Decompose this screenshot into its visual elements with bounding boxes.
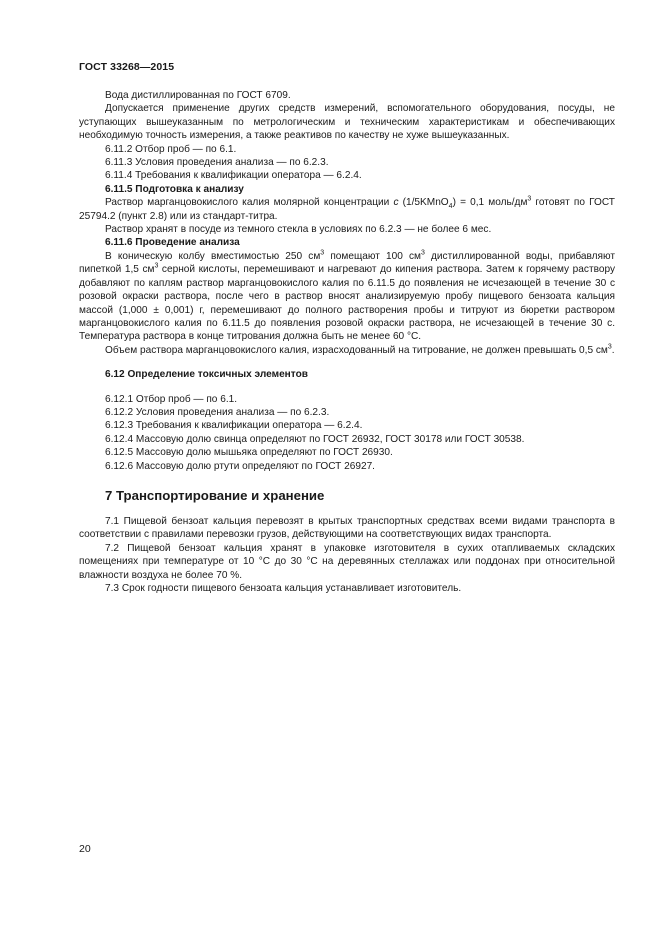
document-body [79, 89, 615, 595]
allowed-paragraph: Допускается применение других средств измерений, вспомогательного оборудования, посуды, не уступающих вышеуказанным по метрологическим и техническим характеристикам и обеспечивающих необходимую точность измерения, а также реактивов по качеству не хуже вышеуказанных. [79, 103, 615, 142]
section-7-heading: 7 Транспортирование и хранение [105, 487, 325, 503]
clause-6-12-6: 6.12.6 Массовую долю ртути определяют по ГОСТ 26927. [105, 460, 375, 472]
clause-6-12-2: 6.12.2 Условия проведения анализа — по 6.2.3. [105, 406, 330, 418]
clause-6-12-1: 6.12.1 Отбор проб — по 6.1. [105, 393, 238, 405]
heading-6-11-6: 6.11.6 Проведение анализа [105, 237, 240, 249]
clause-6-12-4: 6.12.4 Массовую долю свинца определяют по ГОСТ 26932, ГОСТ 30178 или ГОСТ 30538. [105, 433, 525, 445]
clause-6-12-3: 6.12.3 Требования к квалификации оператора — 6.2.4. [105, 420, 363, 432]
volume-paragraph: Объем раствора марганцовокислого калия, израсходованный на титрование, не должен превышать 0,5 $см^3$. [105, 343, 615, 356]
water-paragraph: Вода дистиллированная по ГОСТ 6709. [105, 90, 291, 101]
clause-7-1: 7.1 Пищевой бензоат кальция перевозят в крытых транспортных средствах всеми видами транспорта в соответствии с правилами перевозки грузов, действующими на соответствующих видах транспорта. [79, 515, 615, 541]
clause-6-11-4: 6.11.4 Требования к квалификации оператора — 6.2.4. [105, 170, 362, 182]
clause-6-12-5: 6.12.5 Массовую долю мышьяка определяют по ГОСТ 26930. [105, 447, 393, 459]
page-number: 20 [79, 843, 91, 855]
conduct-paragraph: В коническую колбу вместимостью 250 $см^3$ помещают 100 $см^3$ дистиллированной воды, прибавляют пипеткой 1,5 $см^3$ серной кислоты, перемешивают и нагревают до кипения раствора. Затем к горячему раствору добавляют по каплям раствор марганцовокислого калия по 6.11.5 до появления не исчезающей в течение 30 с розовой окраски раствора, после чего в раствор вносят анализируемую пробу пищевого бензоата кальция массой (1,000 ± 0,001) г, перемешивают до полного растворения пробы и титруют из бюретки раствором марганцовокислого калия по 6.11.5 до появления розовой окраски раствора, не исчезающей в течение 30 с. Температура раствора в конце титрования должна быть не менее 60 °С. [79, 249, 615, 343]
clause-6-11-3: 6.11.3 Условия проведения анализа — по 6.2.3. [105, 157, 329, 169]
document-header: ГОСТ 33268—2015 [79, 61, 175, 73]
solution-paragraph: Раствор марганцовокислого калия молярной концентрации c (1/5KMnO$_4$) = 0,1 моль/$дм^3$ готовят по ГОСТ 25794.2 (пункт 2.8) или из стандарт-титра. [79, 195, 615, 222]
clause-7-3: 7.3 Срок годности пищевого бензоата кальция устанавливает изготовитель. [105, 583, 462, 594]
storage-paragraph: Раствор хранят в посуде из темного стекла в условиях по 6.2.3 — не более 6 мес. [105, 224, 492, 236]
heading-6-11-5: 6.11.5 Подготовка к анализу [105, 183, 244, 195]
clause-6-11-2: 6.11.2 Отбор проб — по 6.1. [105, 143, 237, 155]
heading-6-12: 6.12 Определение токсичных элементов [105, 369, 308, 381]
clause-7-2: 7.2 Пищевой бензоат кальция хранят в упаковке изготовителя в сухих отапливаемых складских помещениях при температуре от 10 °С до 30 °С на деревянных стеллажах или поддонах при относительной влажности воздуха не более 70 %. [79, 542, 615, 581]
